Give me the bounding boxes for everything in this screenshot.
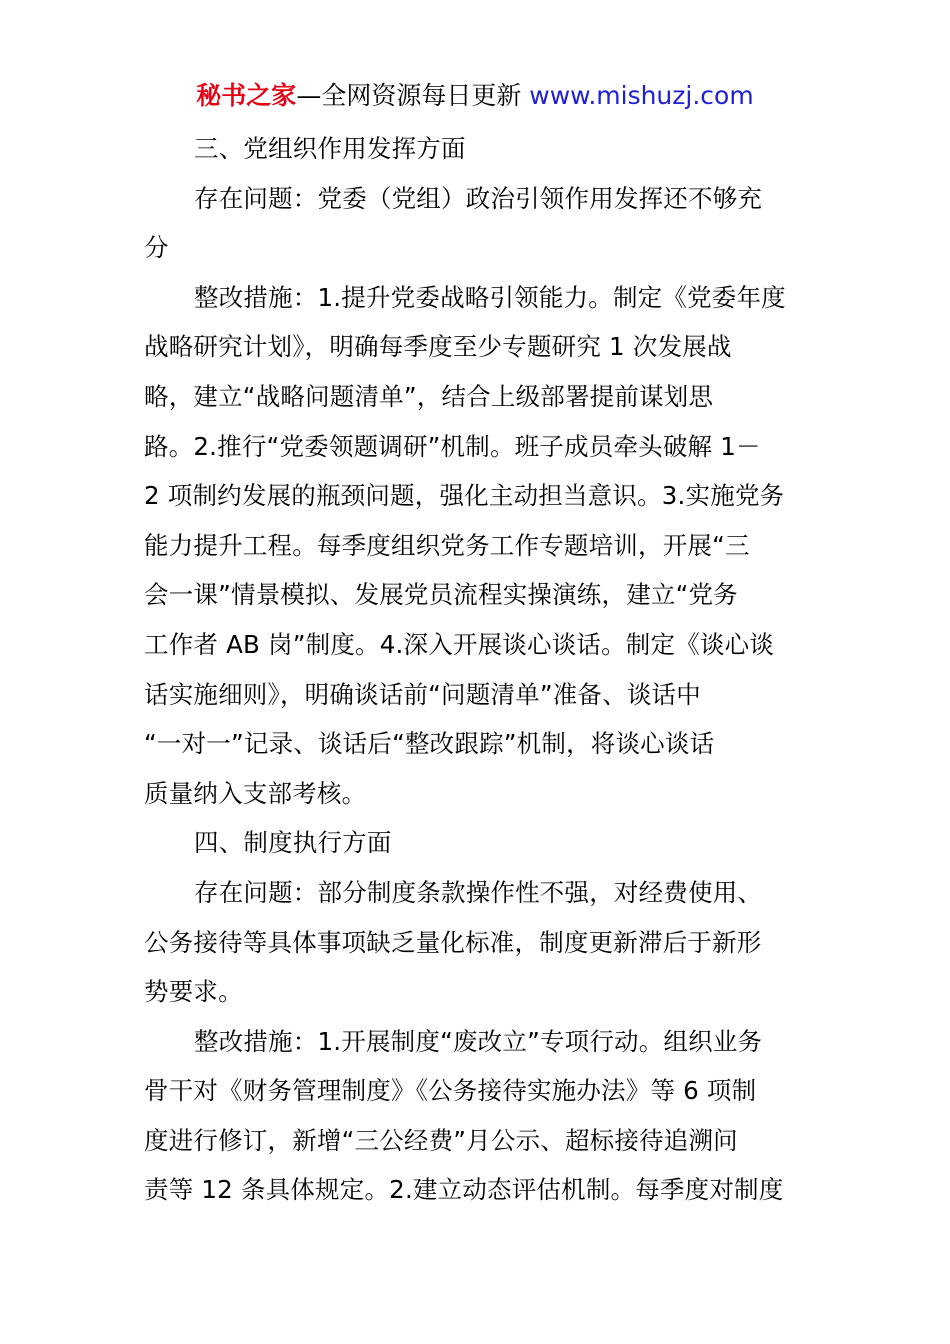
site-url-link[interactable]: www.mishuzj.com <box>521 81 754 110</box>
paragraph-line: 能力提升工程。每季度组织党务工作专题培训，开展“三 <box>144 530 750 560</box>
paragraph-line: 存在问题：党委（党组）政治引领作用发挥还不够充 <box>194 183 763 213</box>
paragraph-line: 势要求。 <box>144 977 243 1007</box>
paragraph-line: 略，建立“战略问题清单”，结合上级部署提前谋划思 <box>144 381 714 411</box>
section-heading: 四、制度执行方面 <box>194 828 392 858</box>
paragraph-line: 分 <box>144 233 169 263</box>
paragraph-line: 会一课”情景模拟、发展党员流程实操演练，建立“党务 <box>144 580 738 610</box>
header-tagline: —全网资源每日更新 <box>296 81 522 110</box>
paragraph-line: 骨干对《财务管理制度》《公务接待实施办法》等 6 项制 <box>144 1076 757 1106</box>
paragraph-line: 公务接待等具体事项缺乏量化标准，制度更新滞后于新形 <box>144 927 762 957</box>
paragraph-line: 质量纳入支部考核。 <box>144 778 367 808</box>
section-heading: 三、党组织作用发挥方面 <box>194 134 466 163</box>
paragraph-line: 责等 12 条具体规定。2.建立动态评估机制。每季度对制度 <box>144 1175 784 1205</box>
paragraph-line: 整改措施：1.开展制度“废改立”专项行动。组织业务 <box>194 1026 763 1056</box>
paragraph-line: 整改措施：1.提升党委战略引领能力。制定《党委年度 <box>194 282 786 312</box>
brand-name: 秘书之家 <box>196 81 297 110</box>
paragraph-line: 话实施细则》，明确谈话前“问题清单”准备、谈话中 <box>144 679 701 709</box>
paragraph-line: 工作者 AB 岗”制度。4.深入开展谈心谈话。制定《谈心谈 <box>144 629 775 659</box>
paragraph-line: 2 项制约发展的瓶颈问题，强化主动担当意识。3.实施党务 <box>144 481 785 511</box>
paragraph-line: “一对一”记录、谈话后“整改跟踪”机制，将谈心谈话 <box>144 729 715 759</box>
paragraph-line: 路。2.推行“党委领题调研”机制。班子成员牵头破解 1－ <box>144 431 761 461</box>
paragraph-line: 度进行修订，新增“三公经费”月公示、超标接待追溯问 <box>144 1125 738 1155</box>
paragraph-line: 战略研究计划》，明确每季度至少专题研究 1 次发展战 <box>144 332 732 362</box>
paragraph-line: 存在问题：部分制度条款操作性不强，对经费使用、 <box>194 877 763 907</box>
site-header <box>0 78 950 114</box>
document-body <box>144 124 812 1215</box>
